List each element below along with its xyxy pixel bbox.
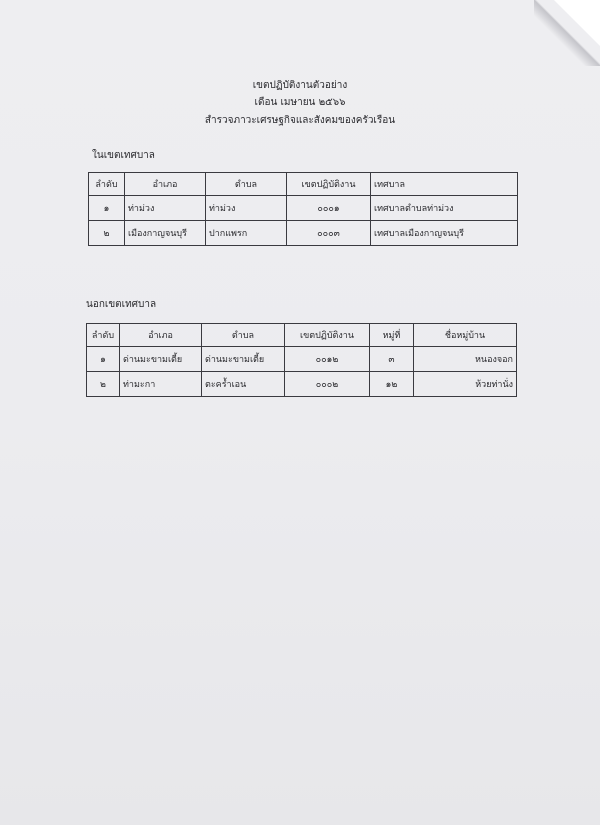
- table-cell: เทศบาลเมืองกาญจนบุรี: [371, 221, 518, 246]
- table-cell: หนองจอก: [414, 347, 517, 372]
- table-row: [87, 372, 517, 397]
- table-cell: เมืองกาญจนบุรี: [125, 221, 206, 246]
- column-header: เขตปฏิบัติงาน: [287, 173, 371, 196]
- table-cell: ๑: [87, 347, 120, 372]
- table-cell: ๒: [87, 372, 120, 397]
- table-cell: ตะคร้ำเอน: [202, 372, 285, 397]
- section-label-non-municipal: นอกเขตเทศบาล: [86, 299, 157, 310]
- column-header: ลำดับ: [89, 173, 125, 196]
- column-header: ตำบล: [206, 173, 287, 196]
- document-month: เดือน เมษายน ๒๕๖๖: [254, 97, 346, 108]
- table-cell: ท่าม่วง: [125, 196, 206, 221]
- table-cell: ห้วยท่านั่ง: [414, 372, 517, 397]
- table-cell: ด่านมะขามเตี้ย: [120, 347, 202, 372]
- column-header: ตำบล: [202, 324, 285, 347]
- column-header: อำเภอ: [120, 324, 202, 347]
- column-header: เขตปฏิบัติงาน: [285, 324, 370, 347]
- table-cell: ๓: [370, 347, 414, 372]
- table-cell: ๐๐๐๑: [287, 196, 371, 221]
- table-cell: ๑๒: [370, 372, 414, 397]
- table-row: [87, 347, 517, 372]
- column-header: ชื่อหมู่บ้าน: [414, 324, 517, 347]
- table-cell: ปากแพรก: [206, 221, 287, 246]
- document-survey-name: สำรวจภาวะเศรษฐกิจและสังคมของครัวเรือน: [204, 115, 396, 126]
- page-corner-fold: [554, 0, 600, 46]
- municipal-table: [88, 172, 518, 246]
- table-cell: ท่ามะกา: [120, 372, 202, 397]
- column-header: หมู่ที่: [370, 324, 414, 347]
- table-header-row: [87, 324, 517, 347]
- table-cell: ๐๐๑๒: [285, 347, 370, 372]
- document-title: เขตปฏิบัติงานตัวอย่าง: [252, 80, 348, 91]
- table-row: [89, 221, 518, 246]
- table-cell: ด่านมะขามเตี้ย: [202, 347, 285, 372]
- section-label-municipal: ในเขตเทศบาล: [92, 150, 155, 161]
- table-cell: ท่าม่วง: [206, 196, 287, 221]
- table-cell: ๐๐๐๒: [285, 372, 370, 397]
- table-cell: ๐๐๐๓: [287, 221, 371, 246]
- column-header: เทศบาล: [371, 173, 518, 196]
- table-header-row: [89, 173, 518, 196]
- column-header: อำเภอ: [125, 173, 206, 196]
- table-cell: เทศบาลตำบลท่าม่วง: [371, 196, 518, 221]
- table-row: [89, 196, 518, 221]
- table-cell: ๒: [89, 221, 125, 246]
- non-municipal-table: [86, 323, 517, 397]
- column-header: ลำดับ: [87, 324, 120, 347]
- table-cell: ๑: [89, 196, 125, 221]
